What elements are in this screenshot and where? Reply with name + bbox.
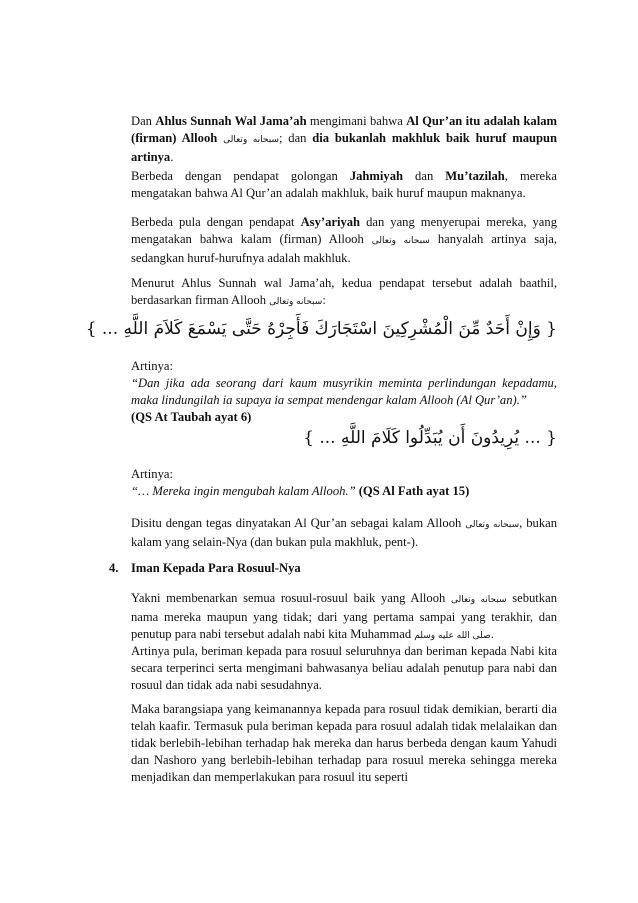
text: Berbeda pula dengan pendapat [131, 215, 301, 229]
arabic-honorific: سبحانه وتعالى [371, 236, 430, 246]
text: dan yang menyerupai mereka, yang mengatakan bahwa kalam (firman) Allooh [131, 215, 557, 246]
text: Dan [131, 114, 156, 128]
paragraph-yakni [131, 590, 557, 645]
text: . [490, 627, 494, 641]
verse-reference: (QS Al Fath ayat 15) [358, 484, 470, 498]
section-heading [109, 561, 301, 576]
text: . [170, 150, 174, 164]
bold-text: Ahlus Sunnah Wal Jama’ah [155, 114, 307, 128]
paragraph-ahlus-sunnah [131, 113, 557, 166]
text: mengimani bahwa [306, 114, 407, 128]
text: sebutkan nama mereka maupun yang tidak; dari yang pertama sampai yang terakhir, dan penutup para nabi tersebut adalah nabi kita Muhammad [131, 591, 557, 641]
paragraph-menurut [131, 275, 557, 311]
translation-at-taubah [131, 358, 557, 426]
section-title: Iman Kepada Para Rosuul-Nya [131, 561, 301, 575]
arabic-honorific: سبحانه وتعالى [269, 297, 323, 307]
quran-verse-at-taubah: { وَإِنْ أَحَدٌ مِّنَ الْمُشْرِكِينَ اسْتَجَارَكَ فَأَجِرْهُ حَتَّى يَسْمَعَ كَلاَمَ اللَّهِ ... } [85, 319, 557, 339]
text: Disitu dengan tegas dinyatakan Al Qur’an sebagai kalam Allooh [131, 516, 466, 530]
arabic-honorific: سبحانه وتعالى [450, 595, 507, 605]
text: , bukan kalam yang selain-Nya (dan bukan pula makhluk, pent-). [131, 516, 557, 549]
translation-text: “… Mereka ingin mengubah kalam Allooh.” [131, 484, 356, 498]
arabic-honorific: سبحانه وتعالى [465, 520, 520, 530]
arabic-honorific: سبحانه وتعالى [223, 135, 279, 145]
text: Artinya pula, beriman kepada para rosuul seluruhnya dan beriman kepada Nabi kita secara terperinci serta mengimani bahwasanya beliau adalah penutup para nabi dan rosuul dan tidak ada nabi sesudahnya. [131, 644, 557, 692]
bold-text: Asy’ariyah [300, 215, 361, 229]
quran-verse-al-fath: { ... يُرِيدُونَ أَن يُبَدِّلُوا كَلَامَ اللَّهِ ... } [303, 428, 557, 448]
bold-text: Jahmiyah [349, 169, 404, 183]
paragraph-asyariyah [131, 214, 557, 267]
translation-al-fath [131, 466, 557, 500]
translation-label: Artinya: [131, 359, 173, 373]
text: ; dan [278, 131, 313, 145]
paragraph-maka [131, 701, 557, 786]
text: Yakni membenarkan semua rosuul-rosuul baik yang Allooh [131, 591, 451, 605]
translation-text: “Dan jika ada seorang dari kaum musyrikin meminta perlindungan kepadamu, maka lindungilah ia supaya ia sempat mendengar kalam Allooh (Al Qur’an).” [131, 376, 557, 407]
text: Berbeda dengan pendapat golongan [131, 169, 350, 183]
text: : [322, 293, 326, 307]
bold-text: dia bukanlah makhluk baik huruf maupun artinya [131, 131, 558, 164]
arabic-salawat: صلى الله عليه وسلم [414, 631, 491, 641]
text: Maka barangsiapa yang keimanannya kepada para rosuul tidak demikian, berarti dia telah kaafir. Termasuk pula beriman kepada para rosuul adalah tidak melalaikan dan tidak berlebih-lebihan terhadap hak mereka dan harus berbeda dengan kaum Yahudi dan Nashoro yang berlebih-lebihan terhadap para rosuul mereka sehingga mereka menjadikan dan memperlakukan para rosuul itu seperti [131, 702, 557, 784]
paragraph-jahmiyah [131, 168, 557, 202]
section-number: 4. [109, 561, 119, 575]
paragraph-artinya-pula [131, 643, 557, 694]
text: hanyalah artinya saja, sedangkan huruf-hurufnya adalah makhluk. [131, 232, 558, 265]
bold-text: Al Qur’an itu adalah kalam (firman) Allooh [131, 114, 557, 145]
text: Menurut Ahlus Sunnah wal Jama’ah, kedua pendapat tersebut adalah baathil, berdasarkan firman Allooh [131, 276, 557, 307]
verse-reference: (QS At Taubah ayat 6) [131, 410, 252, 424]
text: dan [403, 169, 446, 183]
text: , mereka mengatakan bahwa Al Qur’an adalah makhluk, baik huruf maupun maknanya. [131, 169, 558, 200]
paragraph-disitu [131, 515, 557, 551]
translation-label: Artinya: [131, 467, 173, 481]
bold-text: Mu’tazilah [445, 169, 505, 183]
